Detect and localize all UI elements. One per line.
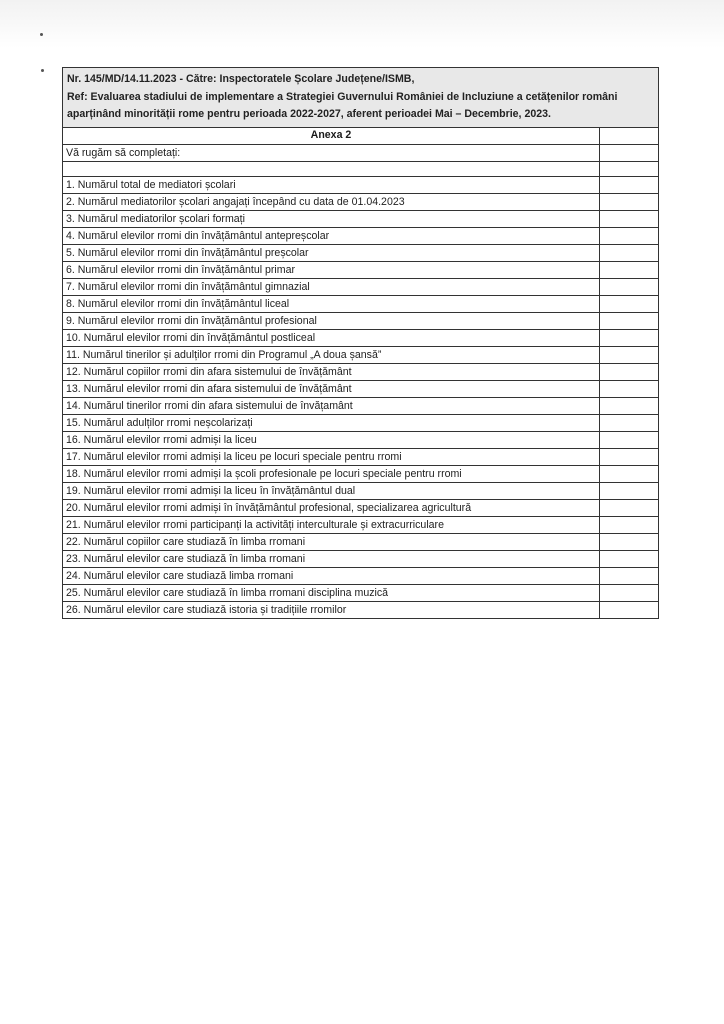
row-label: 2. Numărul mediatorilor școlari angajați începând cu data de 01.04.2023	[63, 193, 600, 210]
row-label: 8. Numărul elevilor rromi din învățământul liceal	[63, 295, 600, 312]
table-row	[63, 533, 659, 550]
row-label: 23. Numărul elevilor care studiază în limba rromani	[63, 550, 600, 567]
table-row	[63, 193, 659, 210]
table-row	[63, 210, 659, 227]
table-row	[63, 431, 659, 448]
table-row	[63, 567, 659, 584]
table-row	[63, 346, 659, 363]
blank-cell	[63, 161, 600, 176]
value-cell[interactable]	[600, 227, 659, 244]
value-cell[interactable]	[600, 176, 659, 193]
row-label: 3. Numărul mediatorilor școlari formați	[63, 210, 600, 227]
value-cell[interactable]	[600, 550, 659, 567]
row-label: 6. Numărul elevilor rromi din învățământul primar	[63, 261, 600, 278]
value-cell[interactable]	[600, 397, 659, 414]
value-cell[interactable]	[600, 465, 659, 482]
scan-dot	[40, 33, 43, 36]
annex-table	[62, 67, 659, 619]
intro-text: Vă rugăm să completați:	[63, 144, 600, 161]
table-row	[63, 244, 659, 261]
row-label: 21. Numărul elevilor rromi participanți la activități interculturale și extracurriculare	[63, 516, 600, 533]
value-cell[interactable]	[600, 431, 659, 448]
row-label: 7. Numărul elevilor rromi din învățământul gimnazial	[63, 278, 600, 295]
value-cell[interactable]	[600, 499, 659, 516]
document	[62, 67, 658, 619]
table-row	[63, 363, 659, 380]
header-row	[63, 68, 659, 128]
row-label: 1. Numărul total de mediatori școlari	[63, 176, 600, 193]
row-label: 9. Numărul elevilor rromi din învățământul profesional	[63, 312, 600, 329]
value-cell[interactable]	[600, 380, 659, 397]
value-cell[interactable]	[600, 161, 659, 176]
value-cell[interactable]	[600, 261, 659, 278]
row-label: 11. Numărul tinerilor și adulților rromi din Programul „A doua șansă”	[63, 346, 600, 363]
row-label: 16. Numărul elevilor rromi admiși la liceu	[63, 431, 600, 448]
value-cell[interactable]	[600, 127, 659, 144]
table-row	[63, 482, 659, 499]
table-row	[63, 584, 659, 601]
row-label: 26. Numărul elevilor care studiază istoria și tradițiile rromilor	[63, 601, 600, 618]
value-cell[interactable]	[600, 244, 659, 261]
table-row	[63, 278, 659, 295]
value-cell[interactable]	[600, 516, 659, 533]
table-row	[63, 414, 659, 431]
table-row	[63, 550, 659, 567]
value-cell[interactable]	[600, 414, 659, 431]
value-cell[interactable]	[600, 210, 659, 227]
row-label: 25. Numărul elevilor care studiază în limba rromani disciplina muzică	[63, 584, 600, 601]
row-label: 22. Numărul copiilor care studiază în limba rromani	[63, 533, 600, 550]
row-label: 12. Numărul copiilor rromi din afara sistemului de învățământ	[63, 363, 600, 380]
item-rows	[63, 176, 659, 618]
value-cell[interactable]	[600, 144, 659, 161]
scan-dot	[41, 69, 44, 72]
annex-title-row	[63, 127, 659, 144]
value-cell[interactable]	[600, 482, 659, 499]
table-row	[63, 329, 659, 346]
row-label: 10. Numărul elevilor rromi din învățământul postliceal	[63, 329, 600, 346]
table-row	[63, 176, 659, 193]
table-row	[63, 397, 659, 414]
row-label: 15. Numărul adulților rromi neșcolarizați	[63, 414, 600, 431]
value-cell[interactable]	[600, 533, 659, 550]
row-label: 4. Numărul elevilor rromi din învățământul antepreșcolar	[63, 227, 600, 244]
row-label: 24. Numărul elevilor care studiază limba rromani	[63, 567, 600, 584]
value-cell[interactable]	[600, 295, 659, 312]
table-row	[63, 516, 659, 533]
table-row	[63, 261, 659, 278]
intro-row	[63, 144, 659, 161]
value-cell[interactable]	[600, 448, 659, 465]
header-reference-line: Nr. 145/MD/14.11.2023 - Către: Inspectoratele Școlare Județene/ISMB,	[67, 73, 415, 85]
row-label: 17. Numărul elevilor rromi admiși la liceu pe locuri speciale pentru rromi	[63, 448, 600, 465]
value-cell[interactable]	[600, 363, 659, 380]
row-label: 20. Numărul elevilor rromi admiși în învățământul profesional, specializarea agricultură	[63, 499, 600, 516]
blank-row	[63, 161, 659, 176]
row-label: 19. Numărul elevilor rromi admiși la liceu în învățământul dual	[63, 482, 600, 499]
value-cell[interactable]	[600, 329, 659, 346]
value-cell[interactable]	[600, 193, 659, 210]
table-row	[63, 499, 659, 516]
row-label: 14. Numărul tinerilor rromi din afara sistemului de învățamânt	[63, 397, 600, 414]
value-cell[interactable]	[600, 346, 659, 363]
table-row	[63, 465, 659, 482]
value-cell[interactable]	[600, 567, 659, 584]
value-cell[interactable]	[600, 278, 659, 295]
document-header	[63, 68, 659, 128]
header-subject-line: Ref: Evaluarea stadiului de implementare a Strategiei Guvernului României de Incluziune a cetățenilor români aparținând minorității rome pentru perioada 2022-2027, aferent perioadei Mai – Decembrie, 2023.	[67, 90, 618, 120]
table-row	[63, 380, 659, 397]
row-label: 5. Numărul elevilor rromi din învățământul preșcolar	[63, 244, 600, 261]
table-row	[63, 312, 659, 329]
table-row	[63, 448, 659, 465]
row-label: 18. Numărul elevilor rromi admiși la școli profesionale pe locuri speciale pentru rromi	[63, 465, 600, 482]
scan-shadow	[0, 0, 724, 48]
value-cell[interactable]	[600, 601, 659, 618]
row-label: 13. Numărul elevilor rromi din afara sistemului de învățământ	[63, 380, 600, 397]
table-row	[63, 601, 659, 618]
annex-title: Anexa 2	[63, 127, 600, 144]
table-row	[63, 295, 659, 312]
table-row	[63, 227, 659, 244]
value-cell[interactable]	[600, 584, 659, 601]
value-cell[interactable]	[600, 312, 659, 329]
